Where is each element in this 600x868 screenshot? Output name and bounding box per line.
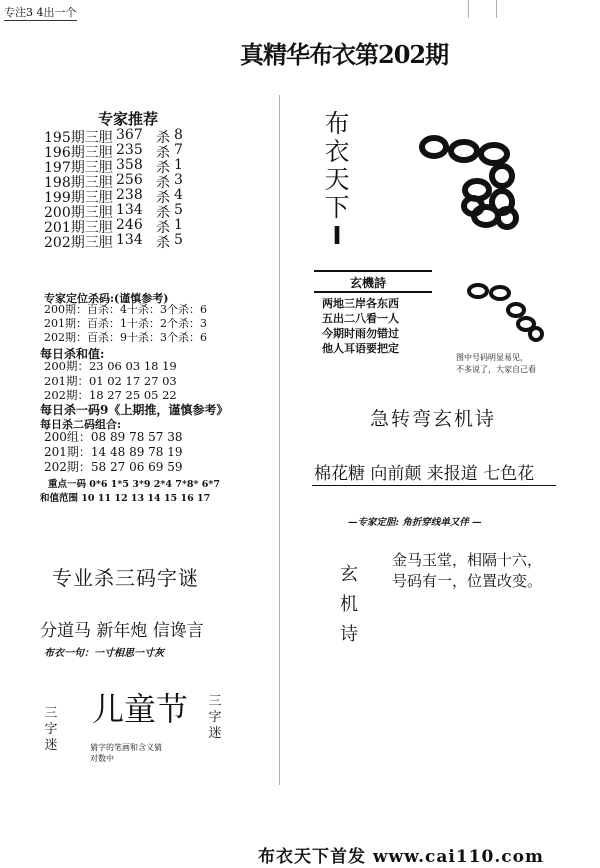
period-label: 201期三胆 [44, 220, 113, 236]
kill-number: 5 [174, 202, 183, 218]
label-char: 字 [208, 710, 222, 725]
hint-line: 猜字的笔画和含义猜 [90, 743, 162, 752]
position-kill-heading: 专家定位杀码:(谨慎参考) [44, 292, 169, 305]
xuanji-caption [456, 352, 536, 376]
xuanji-vertical-label [340, 560, 358, 650]
expert-heading: 专家推荐 [98, 110, 159, 128]
top-divider-1 [468, 0, 469, 18]
three-numbers: 256 [116, 172, 143, 188]
three-numbers: 238 [116, 187, 143, 203]
kill-label: 杀 [156, 160, 170, 176]
list-item: 201期：01 02 17 27 03 [44, 373, 177, 388]
sum-range: 和值范围 10 11 12 13 14 15 16 17 [40, 493, 211, 504]
verse [392, 550, 542, 592]
period-label: 195期三胆 [44, 130, 113, 146]
list-item: 202期：58 27 06 69 59 [44, 460, 183, 474]
column-divider [279, 95, 280, 785]
riddle-heading: 专业杀三码字谜 [52, 566, 199, 590]
poem-line: 五出二八看一人 [322, 312, 399, 325]
three-numbers: 235 [116, 142, 143, 158]
kill-number: 7 [174, 142, 183, 158]
right-riddle-label [208, 694, 222, 742]
title-char: I [332, 221, 342, 250]
xuanji-rule [314, 291, 432, 293]
label-char: 迷 [44, 738, 58, 753]
riddle-big-word: 儿童节 [92, 690, 189, 728]
caption-line: 不多说了，大家自己看 [456, 365, 536, 374]
kill-label: 杀 [156, 145, 170, 161]
poem-line: 棉花糖 向前颠 来报道 七色花 [314, 464, 535, 484]
three-numbers: 358 [116, 157, 143, 173]
left-riddle-label [44, 706, 58, 754]
list-item: 201期：14 48 89 78 19 [44, 445, 183, 459]
period-label: 202期三胆 [44, 235, 113, 251]
daily-sum-heading: 每日杀和值: [40, 347, 105, 361]
label-char: 诗 [340, 624, 358, 645]
buyi-vertical-title [322, 110, 352, 250]
label-char: 玄 [340, 564, 358, 585]
kill-number: 8 [174, 127, 183, 143]
list-item [44, 232, 183, 252]
kill-number: 1 [174, 157, 183, 173]
period-label: 200期三胆 [44, 205, 113, 221]
label-char: 三 [208, 694, 222, 709]
list-item: 201期：百杀：1十杀：2个杀：3 [44, 317, 207, 330]
kill-number: 5 [174, 232, 183, 248]
daily-sum-list [44, 359, 177, 403]
expert-pick-line: —专家定胆: 角折穿线单又伴 — [348, 517, 482, 528]
kill-label: 杀 [156, 235, 170, 251]
buyi-saying: 布衣一句：一寸相思一寸灰 [44, 648, 164, 659]
top-divider-2 [496, 0, 497, 18]
kill-number: 4 [174, 187, 183, 203]
position-kill-list [44, 303, 207, 345]
key-code: 重点一码 0*6 1*5 3*9 2*4 7*8* 6*7 [48, 479, 220, 490]
poem-heading: 急转弯玄机诗 [370, 408, 497, 430]
xuanji-poem [322, 296, 399, 356]
xuanji-top-rule [314, 270, 432, 272]
period-label: 197期三胆 [44, 160, 113, 176]
poem-line: 两地三岸各东西 [322, 297, 399, 310]
label-char: 机 [340, 594, 358, 615]
title-char: 衣 [324, 137, 350, 166]
three-numbers: 367 [116, 127, 143, 143]
label-char: 三 [44, 706, 58, 721]
riddle-hint [90, 742, 162, 764]
caption-line: 图中号码明显易见， [456, 353, 528, 362]
list-item: 202期：百杀：9十杀：3个杀：6 [44, 331, 207, 344]
title-char: 天 [324, 165, 350, 194]
three-numbers: 134 [116, 202, 143, 218]
list-item: 200期：23 06 03 18 19 [44, 359, 177, 373]
three-numbers: 246 [116, 217, 143, 233]
list-item: 200组：08 89 78 57 38 [44, 430, 183, 444]
hint-line: 对数中 [90, 754, 114, 763]
label-char: 字 [44, 722, 58, 737]
riddle-words: 分道马 新年炮 信谗言 [40, 621, 204, 641]
period-label: 199期三胆 [44, 190, 113, 206]
xuanji-heading: 玄機詩 [350, 276, 387, 290]
top-note: 专注3 4出一个 [4, 6, 77, 19]
kill-number: 3 [174, 172, 183, 188]
poem-line: 他人耳语要把定 [322, 342, 399, 355]
poem-line: 今期时雨勿错过 [322, 327, 399, 340]
kill-label: 杀 [156, 220, 170, 236]
daily-two-list [44, 430, 183, 475]
kill-label: 杀 [156, 190, 170, 206]
page-title: 真精华布衣第202期 [240, 40, 449, 69]
poem-underline [312, 485, 556, 486]
kill-label: 杀 [156, 130, 170, 146]
kill-number: 1 [174, 217, 183, 233]
chain-link-graphic [410, 128, 530, 238]
verse-line: 号码有一，位置改变。 [392, 572, 543, 590]
period-label: 198期三胆 [44, 175, 113, 191]
period-label: 196期三胆 [44, 145, 113, 161]
daily-kill-one: 每日杀一码9《上期推，谨慎参考》 [40, 403, 229, 417]
small-chain-graphic [464, 282, 544, 344]
title-char: 布 [324, 109, 350, 138]
title-char: 下 [324, 193, 350, 222]
kill-label: 杀 [156, 205, 170, 221]
label-char: 迷 [208, 726, 222, 741]
list-item: 200期：百杀：4十杀：3个杀：6 [44, 303, 207, 316]
footer-banner: 布衣天下首发 www.cai110.com [258, 847, 544, 867]
three-numbers: 134 [116, 232, 143, 248]
verse-line: 金马玉堂，相隔十六， [392, 551, 543, 569]
list-item: 202期：18 27 25 05 22 [44, 388, 177, 402]
kill-label: 杀 [156, 175, 170, 191]
daily-two-heading: 每日杀二码组合: [40, 418, 122, 431]
